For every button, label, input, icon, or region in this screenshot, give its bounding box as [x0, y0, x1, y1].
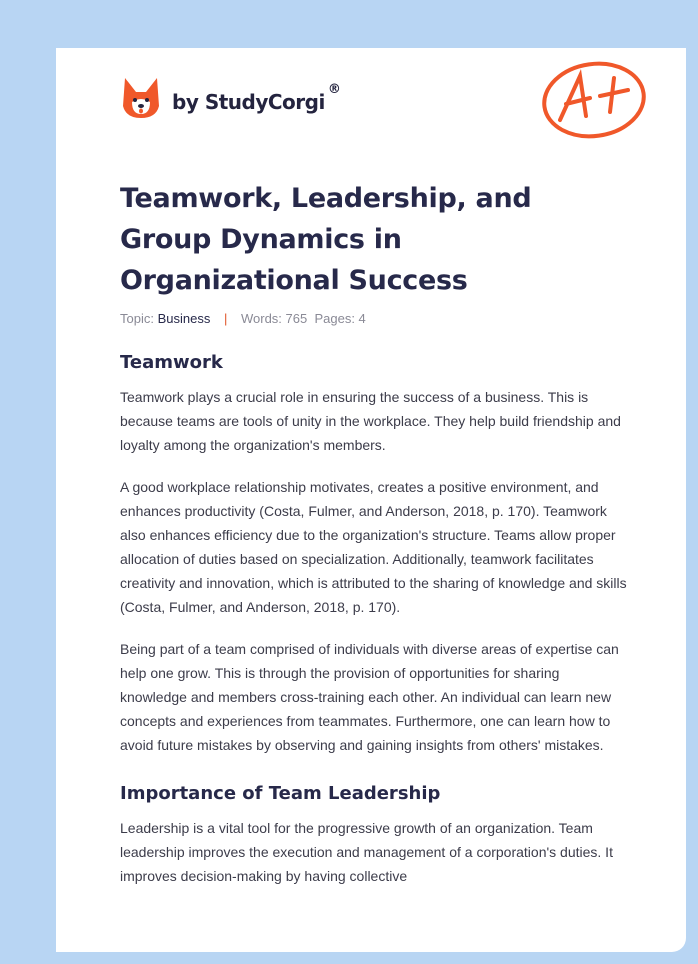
word-count: Words: 765	[240, 311, 308, 326]
topic-label: Topic:	[120, 311, 154, 326]
topic-link[interactable]: Business	[157, 311, 211, 326]
section-heading: Importance of Team Leadership	[120, 783, 441, 804]
page-count: Pages: 4	[314, 311, 366, 326]
a-plus-grade-icon	[538, 58, 650, 142]
section-heading: Teamwork	[120, 352, 223, 373]
document-meta	[120, 311, 620, 326]
brand-name: by StudyCorgi	[172, 90, 325, 114]
registered-mark: ®	[327, 82, 341, 97]
paragraph: Teamwork plays a crucial role in ensuring the success of a business. This is because teams are tools of unity in the workplace. They help build friendship and loyalty among the organization's members.	[120, 389, 621, 453]
studycorgi-logo[interactable]	[122, 76, 340, 120]
meta-separator: |	[223, 311, 228, 326]
paragraph: Being part of a team comprised of individuals with diverse areas of expertise can help one grow. This is through the provision of opportunities for sharing knowledge and members cross-training each other. An individual can learn new concepts and experiences from teammates. Furthermore, one can learn how to avoid future mistakes by observing and gaining insights from others' mistakes.	[120, 641, 619, 753]
document-title: Teamwork, Leadership, and Group Dynamics in Organizational Success	[120, 183, 532, 296]
document-card	[56, 48, 686, 952]
paragraph: Leadership is a vital tool for the progressive growth of an organization. Team leadership improves the execution and management of a corporation's duties. It improves decision-making by having collective	[120, 820, 613, 884]
corgi-icon	[122, 76, 160, 120]
paragraph: A good workplace relationship motivates, creates a positive environment, and enhances productivity (Costa, Fulmer, and Anderson, 2018, p. 170). Teamwork also enhances efficiency due to the organization's structure. Teams allow proper allocation of duties based on specialization. Additionally, teamwork facilitates creativity and innovation, which is attributed to the sharing of knowledge and skills (Costa, Fulmer, and Anderson, 2018, p. 170).	[120, 479, 627, 615]
